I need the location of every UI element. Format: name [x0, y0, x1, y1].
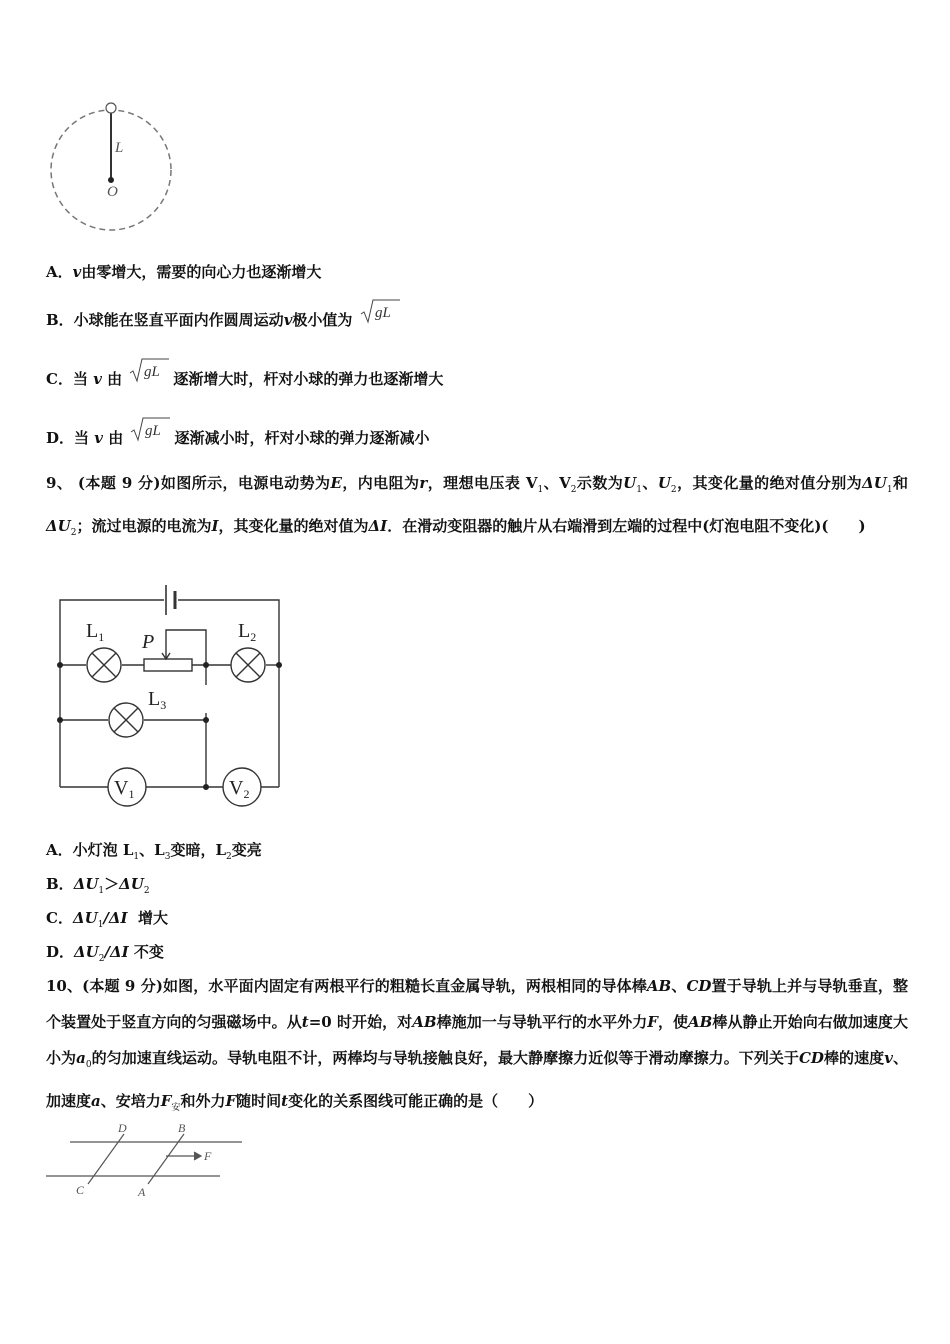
q8-option-c[interactable]	[46, 364, 444, 393]
var-v: v	[93, 370, 102, 388]
sqrt-content: gL	[374, 305, 391, 321]
ball	[106, 103, 116, 113]
pendulum-figure	[44, 98, 180, 243]
q9-option-a[interactable]: A．小灯泡 $L_1$、$L_3$变暗，$L_2$变亮	[46, 841, 262, 862]
sqrt-content: gL	[144, 364, 161, 380]
label-F: F	[204, 1149, 212, 1163]
rails-figure	[44, 1120, 248, 1200]
label-V1: $V_1$	[114, 777, 135, 801]
option-text: 由零增大，需要的向心力也逐渐增大	[81, 263, 322, 281]
option-label: A．	[46, 263, 73, 281]
label-L1: $L_1$	[86, 620, 105, 644]
label-V2: $V_2$	[229, 777, 250, 801]
option-mid: 由	[108, 429, 124, 447]
q10-stem: 10、(本题 9 分)如图，水平面内固定有两根平行的粗糙长直金属导轨，两根相同的导体棒AB、CD置于导轨上并与导轨垂直，整个装置处于竖直方向的匀强磁场中。从t=0 时开始，对AB棒施加一与导轨平行的水平外力F，使AB棒从静止开始向右做加速度大小为$a_0$的匀加速直线运动。导轨电阻不计，两棒均与导轨接触良好，最大静摩擦力近似等于滑动摩擦力。下列关于CD棒的速度v、加速度a、安培力$F_安$和外力F随时间t变化的关系图线可能正确的是（ ）	[46, 977, 908, 1113]
option-mid: 由	[107, 370, 123, 388]
sqrt-gL	[360, 298, 400, 324]
q8-option-b[interactable]	[46, 305, 404, 334]
circuit-diagram	[46, 575, 290, 813]
label-L3: $L_3$	[148, 688, 167, 712]
label-L: L	[115, 140, 124, 156]
rheostat	[144, 659, 192, 671]
lamp-L2	[231, 648, 265, 682]
sqrt-content: gL	[145, 423, 162, 439]
option-label: D．当	[46, 429, 90, 447]
option-text: 逐渐增大时，杆对小球的弹力也逐渐增大	[173, 370, 444, 388]
option-text: 逐渐减小时，杆对小球的弹力逐渐减小	[174, 429, 430, 447]
sqrt-gL	[130, 416, 170, 442]
label-C: C	[76, 1183, 85, 1197]
label-A: A	[138, 1185, 146, 1199]
label-O: O	[107, 184, 118, 200]
label-D: D	[118, 1121, 127, 1135]
q9-option-c[interactable]: C．$\Delta U_1/\Delta I$ 增大	[46, 909, 169, 930]
label-P: P	[142, 631, 155, 653]
var-v: v	[72, 263, 82, 281]
option-label: C．当	[46, 370, 88, 388]
label-L2: $L_2$	[238, 620, 257, 644]
pivot-point	[108, 177, 114, 183]
var-v: v	[94, 429, 103, 447]
option-text: B．小球能在竖直平面内作圆周运动	[46, 311, 284, 329]
label-B: B	[178, 1121, 186, 1135]
q9-option-d[interactable]: D．$\Delta U_2/\Delta I$ 不变	[46, 943, 164, 964]
sqrt-gL	[129, 357, 169, 383]
q8-option-a[interactable]	[46, 262, 321, 282]
lamp-L3	[109, 703, 143, 737]
q8-option-d[interactable]	[46, 423, 430, 452]
lamp-L1	[87, 648, 121, 682]
option-text-2: 极小值为	[292, 311, 353, 329]
q9-option-b[interactable]: B．$\Delta U_1>\Delta U_2$	[46, 875, 150, 896]
var-v: v	[283, 311, 293, 329]
q9-stem: 9、 (本题 9 分)如图所示，电源电动势为E，内电阻为r，理想电压表 $V_1$、$V_2$示数为$U_1$、$U_2$，其变化量的绝对值分别为$\Delta U_1$和$\Delta U_2$；流过电源的电流为I，其变化量的绝对值为ΔI．在滑动变阻器的触片从右端滑到左端的过程中(灯泡电阻不变化)( )	[46, 474, 908, 538]
